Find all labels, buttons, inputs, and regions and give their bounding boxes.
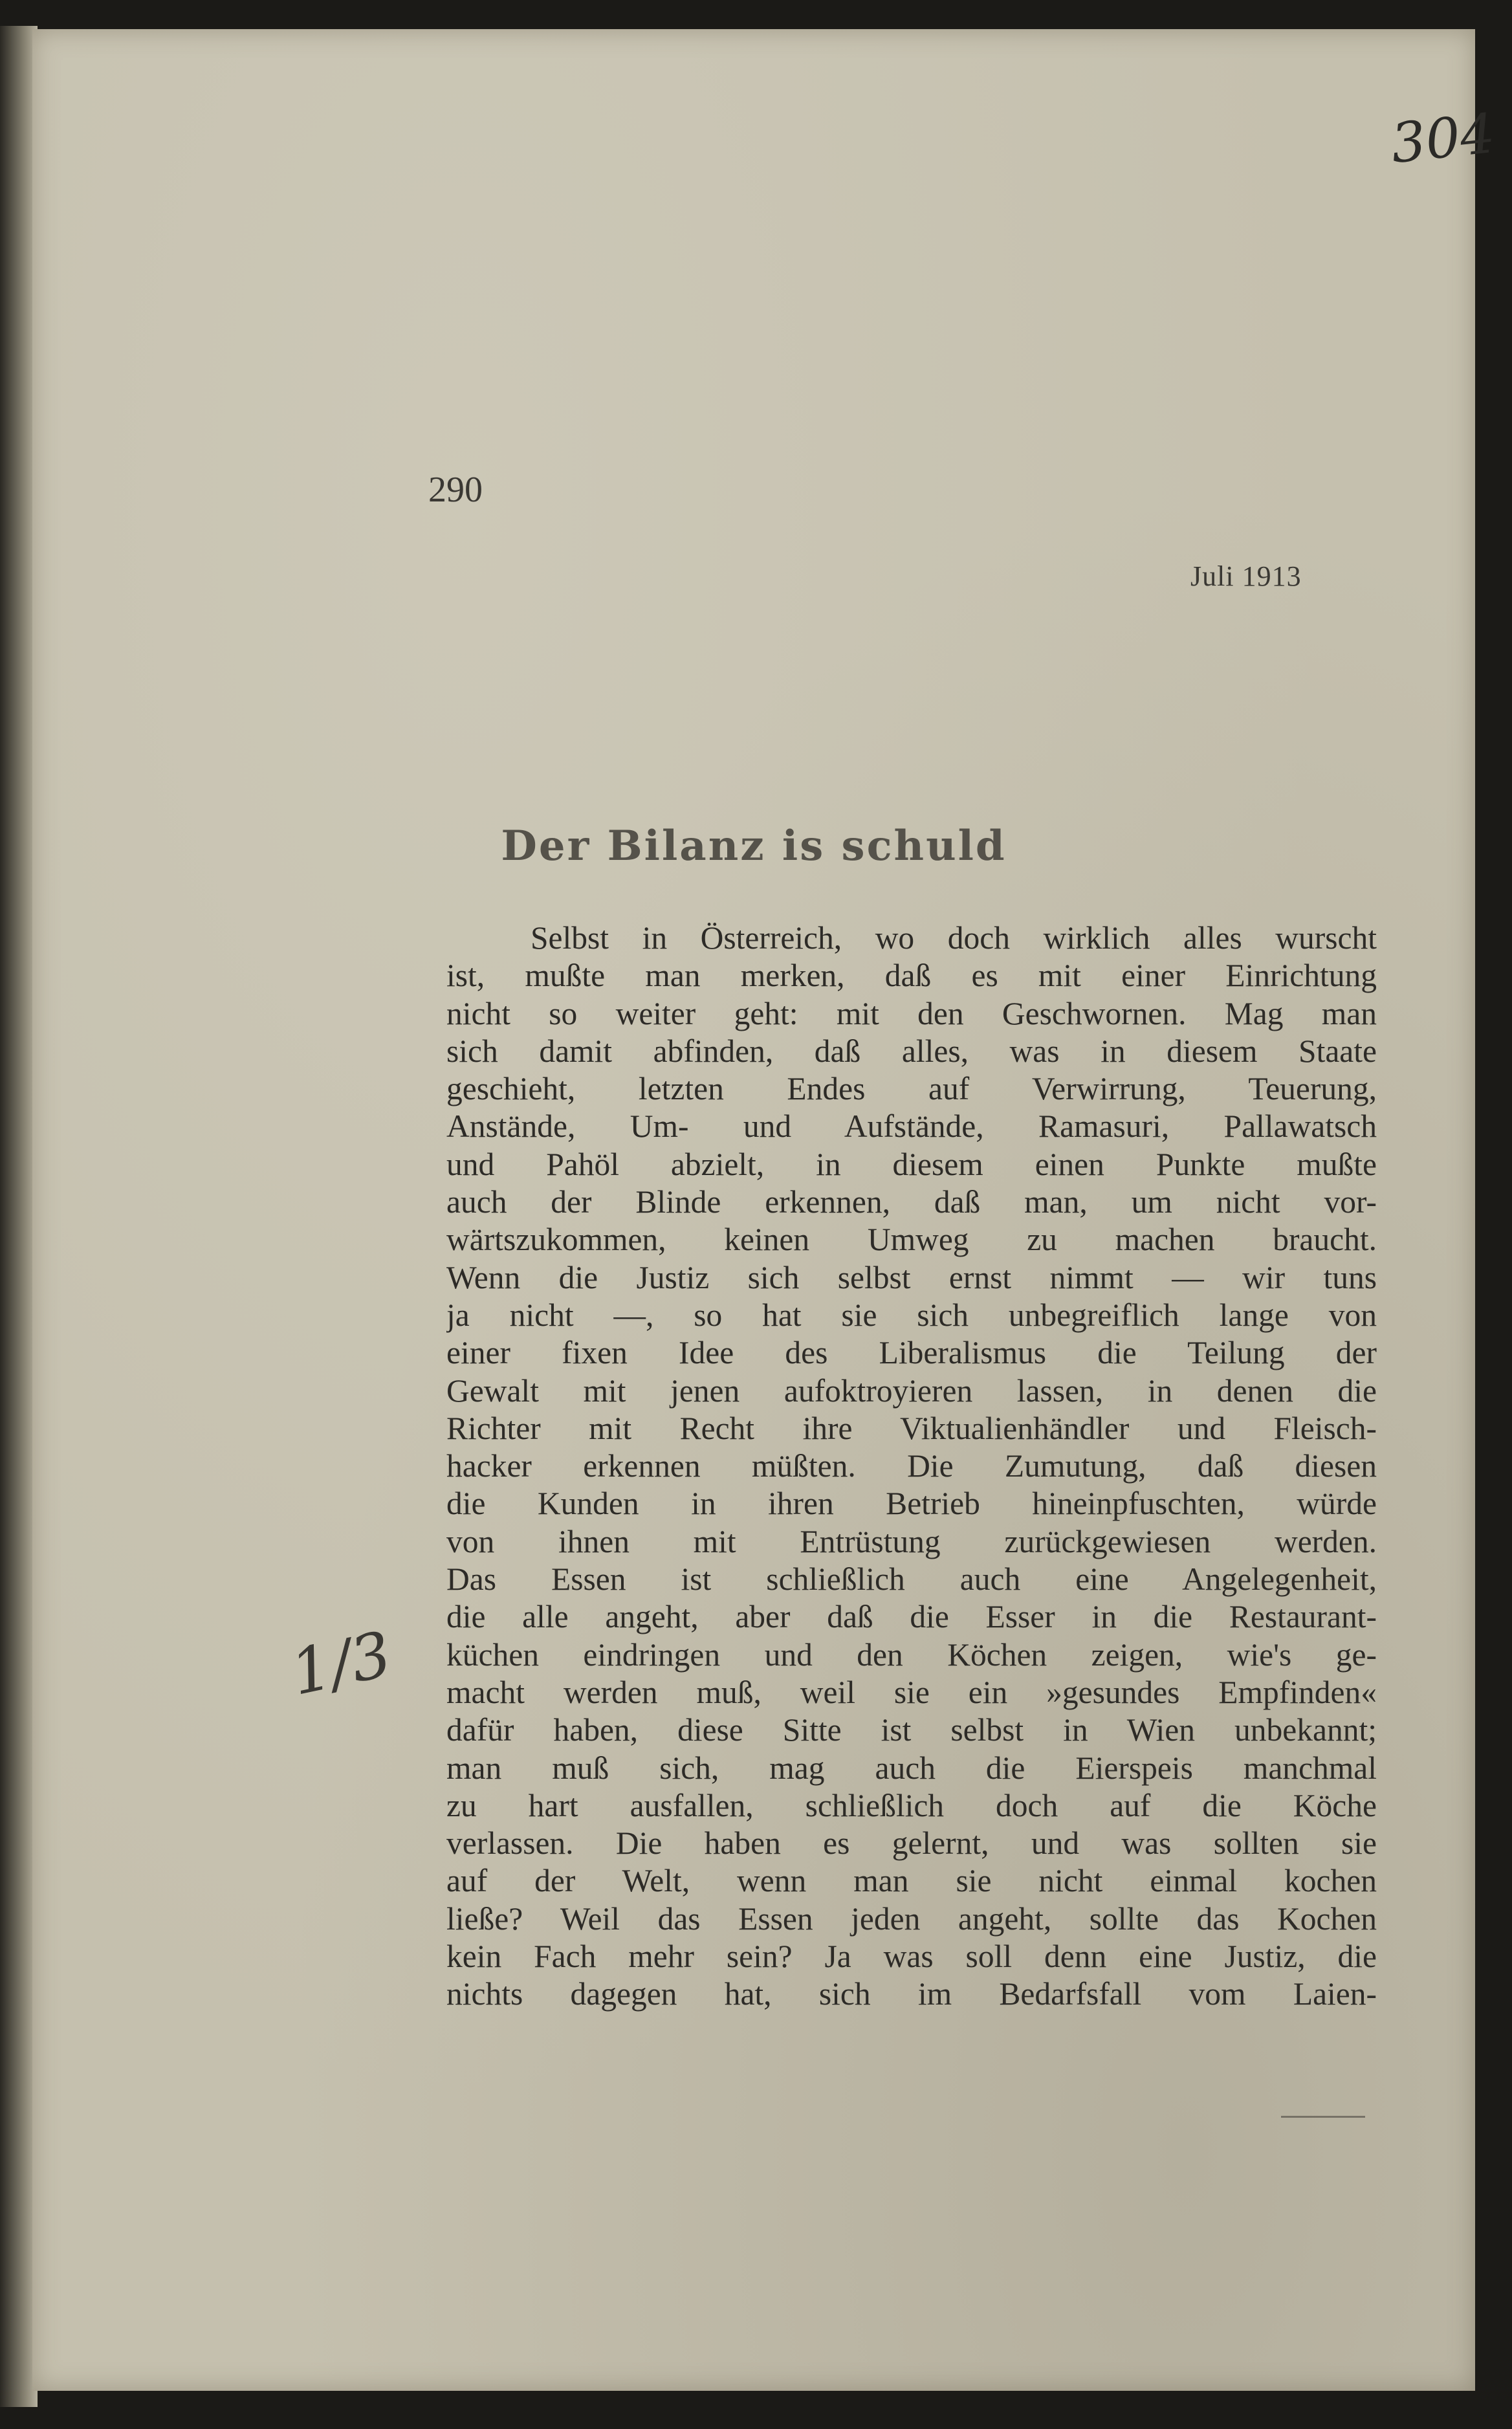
decorative-dash <box>1281 2116 1365 2118</box>
page-number: 290 <box>428 470 483 510</box>
body-line: die alle angeht, aber daß die Esser in die Restaurant- <box>446 1599 1377 1635</box>
body-line: die Kunden in ihren Betrieb hineinpfuschten, würde <box>446 1486 1377 1522</box>
body-line: küchen eindringen und den Köchen zeigen, wie's ge- <box>446 1636 1377 1673</box>
body-line: sich damit abfinden, daß alles, was in diesem Staate <box>446 1033 1377 1069</box>
handwritten-margin-note: 1/3 <box>285 1618 398 1709</box>
body-line: Selbst in Österreich, wo doch wirklich alles wurscht <box>531 920 1377 956</box>
body-line: ließe? Weil das Essen jeden angeht, sollte das Kochen <box>446 1900 1377 1937</box>
body-line: ist, mußte man merken, daß es mit einer Einrichtung <box>446 958 1377 994</box>
body-line: Gewalt mit jenen aufoktroyieren lassen, in denen die <box>446 1372 1377 1409</box>
body-line: einer fixen Idee des Liberalismus die Teilung der <box>446 1335 1377 1371</box>
body-line: Wenn die Justiz sich selbst ernst nimmt — wir tuns <box>446 1259 1377 1295</box>
body-line: nicht so weiter geht: mit den Geschwornen. Mag man <box>446 995 1377 1031</box>
body-line: Richter mit Recht ihre Viktualienhändler und Fleisch- <box>446 1410 1377 1446</box>
body-line: hacker erkennen müßten. Die Zumutung, daß diesen <box>446 1448 1377 1484</box>
body-line: kein Fach mehr sein? Ja was soll denn eine Justiz, die <box>446 1939 1377 1975</box>
body-line: auf der Welt, wenn man sie nicht einmal kochen <box>446 1863 1377 1899</box>
handwritten-folio-number: 304 <box>1388 101 1498 176</box>
body-line: ja nicht —, so hat sie sich unbegreiflich lange von <box>446 1297 1377 1333</box>
date-line: Juli 1913 <box>1190 560 1302 592</box>
body-line: macht werden muß, weil sie ein »gesundes Empfinden« <box>446 1674 1377 1710</box>
body-line: und Pahöl abzielt, in diesem einen Punkte mußte <box>446 1146 1377 1182</box>
body-line: zu hart ausfallen, schließlich doch auf die Köche <box>446 1787 1377 1823</box>
body-line: dafür haben, diese Sitte ist selbst in Wien unbekannt; <box>446 1712 1377 1748</box>
body-line: auch der Blinde erkennen, daß man, um nicht vor- <box>446 1184 1377 1220</box>
body-line: Das Essen ist schließlich auch eine Angelegenheit, <box>446 1561 1377 1598</box>
article-title: Der Bilanz is schuld <box>501 822 1007 870</box>
body-line: geschieht, letzten Endes auf Verwirrung, Teuerung, <box>446 1071 1377 1107</box>
body-line: Anstände, Um- und Aufstände, Ramasuri, Pallawatsch <box>446 1108 1377 1145</box>
body-line: verlassen. Die haben es gelernt, und was sollten sie <box>446 1825 1377 1862</box>
body-line: man muß sich, mag auch die Eierspeis manchmal <box>446 1750 1377 1786</box>
body-line: von ihnen mit Entrüstung zurückgewiesen werden. <box>446 1523 1377 1559</box>
article-body <box>446 919 1377 2014</box>
body-line: wärtszukommen, keinen Umweg zu machen braucht. <box>446 1222 1377 1258</box>
body-line: nichts dagegen hat, sich im Bedarfsfall vom Laien- <box>446 1976 1377 2012</box>
document-page <box>32 29 1498 2391</box>
